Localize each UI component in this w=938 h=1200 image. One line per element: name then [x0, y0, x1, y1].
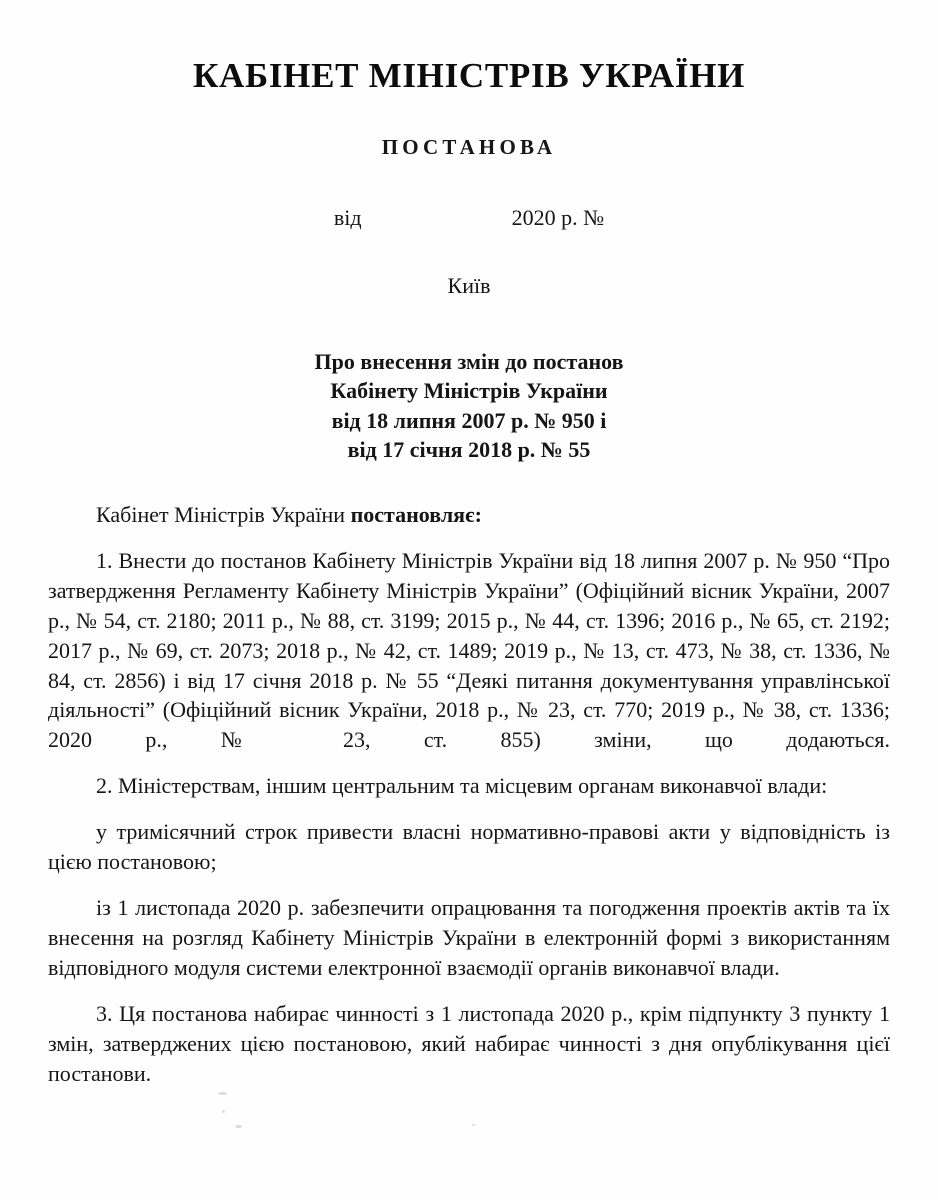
preamble-text: Кабінет Міністрів України [96, 502, 351, 527]
scan-artifact [218, 1092, 227, 1095]
organization-title: КАБІНЕТ МІНІСТРІВ УКРАЇНИ [192, 56, 746, 95]
preamble-emphasis: постановляє: [350, 502, 482, 527]
preamble-paragraph [48, 500, 890, 530]
subject-title-line: Про внесення змін до постанов [314, 349, 624, 374]
document-type-heading: ПОСТАНОВА [381, 135, 557, 159]
paragraph-item-3: 3. Ця постанова набирає чинності з 1 листопада 2020 р., крім підпункту 3 пункту 1 змін, затверджених цією постановою, який набирає чинності з дня опублікування цієї постанови. [48, 1000, 890, 1086]
scan-artifact [472, 1124, 475, 1126]
paragraph-item-2: 2. Міністерствам, іншим центральним та місцевим органам виконавчої влади: [96, 773, 828, 799]
subject-title [0, 299, 938, 464]
subject-title-line: Кабінету Міністрів України [330, 378, 608, 404]
paragraph-item-1: 1. Внести до постанов Кабінету Міністрів України від 18 липня 2007 р. № 950 “Про затвердження Регламенту Кабінету Міністрів України” (Офіційний вісник України, 2007 р., № 54, ст. 2180; 2011 р., № 88, ст. 3199; 2015 р., № 44, ст. 1396; 2016 р., № 65, ст. 2192; 2017 р., № 69, ст. 2073; 2018 р., № 42, ст. 1489; 2019 р., № 13, ст. 473, № 38, ст. 1336, № 84, ст. 2856) і від 17 січня 2018 р. № 55 “Деякі питання документування управлінської діяльності” (Офіційний вісник України, 2018 р., № 23, ст. 770; 2019 р., № 38, ст. 1336; 2020 р., № 23, ст. 855) зміни, що додаються. [48, 547, 890, 753]
subject-title-line: від 18 липня 2007 р. № 950 і [331, 407, 607, 433]
scan-artifact [235, 1125, 242, 1128]
paragraph-item-2-sub-1: у тримісячний строк привести власні нормативно-правові акти у відповідність із цією постановою; [48, 819, 890, 875]
paragraph-item-2-sub-2: із 1 листопада 2020 р. забезпечити опрацювання та погодження проектів актів та їх внесення на розгляд Кабінету Міністрів України в електронній формі з використанням відповідного модуля системи електронної взаємодії органів виконавчої влади. [48, 894, 890, 980]
date-year-and-number: 2020 р. № [511, 205, 605, 230]
document-body [48, 464, 890, 1088]
document-header [0, 0, 938, 160]
date-number-line [0, 160, 938, 231]
date-from-label: від [333, 205, 362, 230]
scan-artifact [222, 1110, 225, 1113]
city-label: Київ [447, 273, 491, 298]
subject-title-line: від 17 січня 2018 р. № 55 [347, 436, 591, 462]
